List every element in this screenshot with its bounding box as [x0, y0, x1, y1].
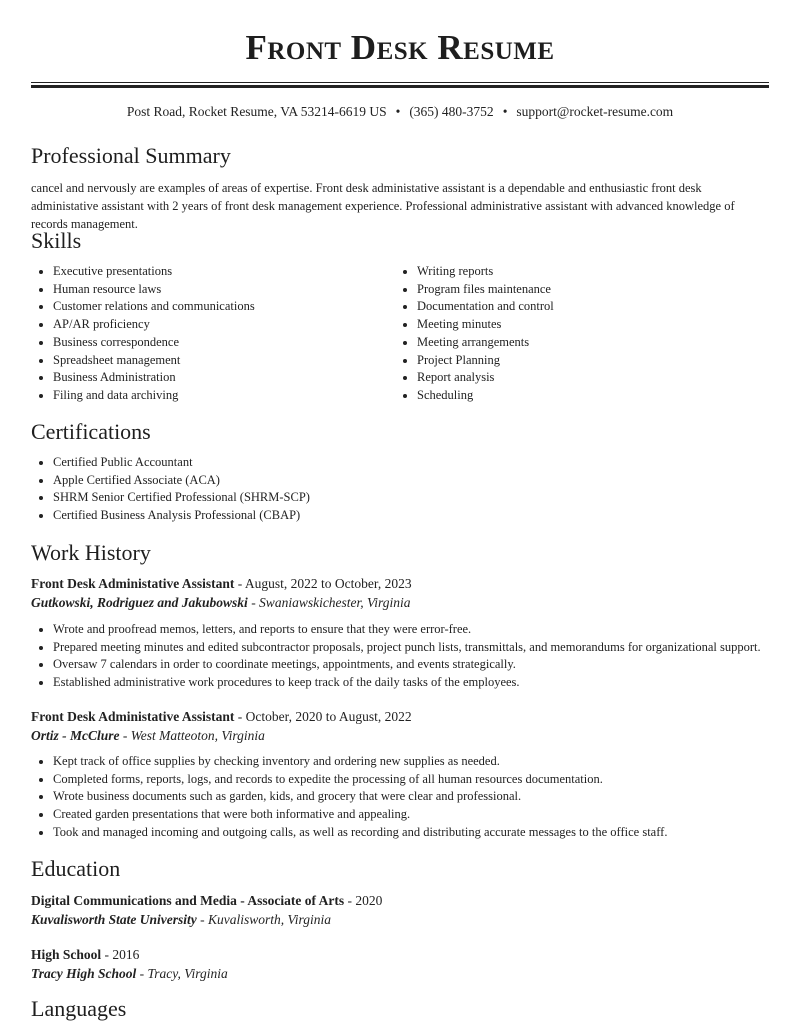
- certification-item: • Apple Certified Associate (ACA): [53, 472, 653, 490]
- education-year: - 2016: [101, 947, 140, 962]
- job-bullets: [31, 621, 793, 692]
- skill-item: • Report analysis: [417, 369, 777, 387]
- contact-phone: (365) 480-3752: [409, 104, 494, 119]
- summary-heading: Professional Summary: [31, 143, 231, 168]
- skills-heading: Skills: [31, 228, 82, 253]
- skill-item: • Program files maintenance: [417, 281, 777, 299]
- skill-item: • Spreadsheet management: [53, 352, 413, 370]
- job-bullet: • Established administrative work procedures to keep track of the daily tasks of the employees.: [53, 674, 793, 692]
- skill-item: • Human resource laws: [53, 281, 413, 299]
- education-degree: Digital Communications and Media - Associate of Arts: [31, 893, 345, 908]
- header-rule-thin: [31, 82, 769, 83]
- job-location: - Swaniawskichester, Virginia: [247, 595, 411, 610]
- skill-item: • Project Planning: [417, 352, 777, 370]
- job-company-line: [31, 728, 265, 744]
- skill-item: • AP/AR proficiency: [53, 316, 413, 334]
- certification-item: • SHRM Senior Certified Professional (SHRM-SCP): [53, 489, 653, 507]
- job-bullet: • Took and managed incoming and outgoing calls, as well as recording and distributing accurate messages to the office staff.: [53, 824, 793, 842]
- skill-item: • Documentation and control: [417, 298, 777, 316]
- job-bullet: • Oversaw 7 calendars in order to coordinate meetings, appointments, and events strategically.: [53, 656, 793, 674]
- job-bullet: • Kept track of office supplies by checking inventory and ordering new supplies as needed.: [53, 753, 793, 771]
- certifications-heading: Certifications: [31, 419, 151, 444]
- job-title-line: [31, 709, 412, 725]
- job-title-line: [31, 576, 412, 592]
- job-dates: - October, 2020 to August, 2022: [234, 709, 412, 724]
- resume-title: Front Desk Resume: [245, 28, 555, 67]
- education-degree: High School: [31, 947, 102, 962]
- job-title: Front Desk Administative Assistant: [31, 576, 235, 591]
- job-dates: - August, 2022 to October, 2023: [234, 576, 412, 591]
- education-location: - Kuvalisworth, Virginia: [196, 912, 332, 927]
- education-year: - 2020: [344, 893, 383, 908]
- header-rule-thick: [31, 85, 769, 88]
- job-company: Gutkowski, Rodriguez and Jakubowski: [31, 595, 248, 610]
- languages-heading: Languages: [31, 996, 127, 1021]
- education-school: Tracy High School: [31, 966, 137, 981]
- education-location: - Tracy, Virginia: [136, 966, 228, 981]
- job-bullet: • Created garden presentations that were both informative and appealing.: [53, 806, 793, 824]
- job-bullets: [31, 753, 793, 842]
- contact-line: [0, 104, 800, 120]
- contact-email: support@rocket-resume.com: [516, 104, 674, 119]
- job-company: Ortiz - McClure: [31, 728, 120, 743]
- education-heading: Education: [31, 856, 121, 881]
- job-title: Front Desk Administative Assistant: [31, 709, 235, 724]
- education-school-line: [31, 966, 228, 982]
- contact-separator: •: [502, 104, 508, 119]
- skills-list-right: [395, 263, 777, 405]
- job-bullet: • Completed forms, reports, logs, and records to expedite the processing of all human resources documentation.: [53, 771, 793, 789]
- skill-item: • Business Administration: [53, 369, 413, 387]
- education-school: Kuvalisworth State University: [31, 912, 197, 927]
- contact-separator: •: [395, 104, 401, 119]
- work-history-heading: Work History: [31, 540, 151, 565]
- job-bullet: • Prepared meeting minutes and edited subcontractor proposals, project punch lists, transmittals, and memorandums for organizational support.: [53, 639, 793, 657]
- education-degree-line: [31, 947, 139, 963]
- job-company-line: [31, 595, 411, 611]
- skill-item: • Customer relations and communications: [53, 298, 413, 316]
- job-bullet: • Wrote business documents such as garden, kids, and grocery that were clear and professional.: [53, 788, 793, 806]
- skill-item: • Writing reports: [417, 263, 777, 281]
- summary-text: cancel and nervously are examples of areas of expertise. Front desk administative assistant is a dependable and enthusiastic front desk administative assistant with 2 years of front desk management experience. Professional administrative assistant with advanced knowledge of records management.: [31, 181, 735, 231]
- certifications-list: [31, 454, 653, 525]
- skill-item: • Scheduling: [417, 387, 777, 405]
- skill-item: • Business correspondence: [53, 334, 413, 352]
- skill-item: • Meeting arrangements: [417, 334, 777, 352]
- job-bullet: • Wrote and proofread memos, letters, and reports to ensure that they were error-free.: [53, 621, 793, 639]
- skill-item: • Filing and data archiving: [53, 387, 413, 405]
- education-degree-line: [31, 893, 382, 909]
- certification-item: • Certified Business Analysis Professional (CBAP): [53, 507, 653, 525]
- skills-list-left: [31, 263, 413, 405]
- skill-item: • Executive presentations: [53, 263, 413, 281]
- education-school-line: [31, 912, 331, 928]
- certification-item: • Certified Public Accountant: [53, 454, 653, 472]
- contact-address: Post Road, Rocket Resume, VA 53214-6619 US: [126, 104, 387, 119]
- skill-item: • Meeting minutes: [417, 316, 777, 334]
- job-location: - West Matteoton, Virginia: [119, 728, 265, 743]
